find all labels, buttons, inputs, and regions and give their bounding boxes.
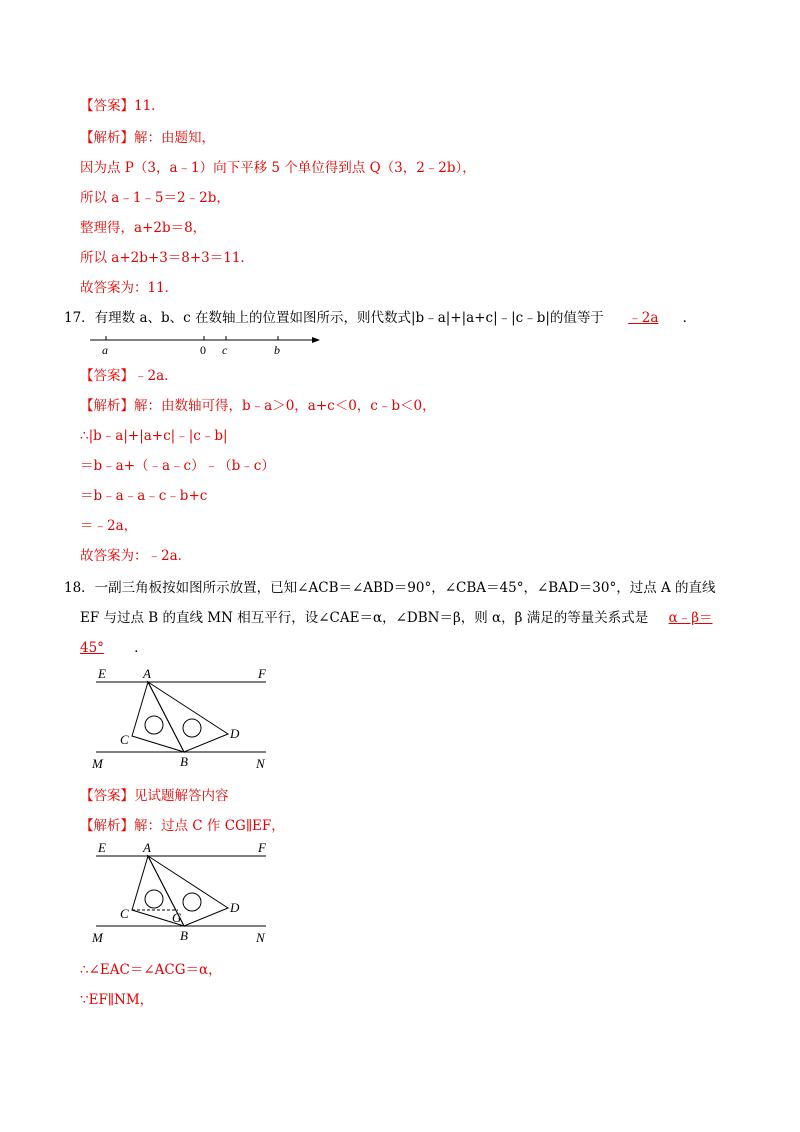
circle-left <box>145 716 163 734</box>
q16-step-4: 所以 a+2b+3＝8+3＝11． <box>80 250 254 266</box>
triangle-ABD <box>148 682 228 752</box>
fig1-label-C: C <box>120 732 129 747</box>
fig1-label-A: A <box>143 666 151 681</box>
label-c: c <box>222 343 228 357</box>
number-line-arrow <box>312 337 320 343</box>
q16-step-2: 所以 a﹣1﹣5＝2﹣2b， <box>80 190 230 206</box>
q16-step-1: 因为点 P（3，a﹣1）向下平移 5 个单位得到点 Q（3，2﹣2b）， <box>80 160 476 176</box>
q17-step-5: 故答案为：﹣2a． <box>80 548 192 564</box>
q17-suffix: ． <box>682 310 697 326</box>
q17-step-2: ＝b﹣a+（﹣a﹣c）﹣（b﹣c） <box>80 458 275 474</box>
q18-figure-2 <box>86 838 286 948</box>
fig2-label-E: E <box>98 840 106 855</box>
label-a: a <box>102 343 108 357</box>
fig1-label-B: B <box>180 754 188 769</box>
label-b: b <box>274 343 280 357</box>
fig2-label-A: A <box>143 840 151 855</box>
q17-stem-text: 17．有理数 a、b、c 在数轴上的位置如图所示，则代数式|b﹣a|+|a+c|﹣|c﹣b|的值等于 <box>64 310 604 326</box>
fig1-label-E: E <box>98 666 106 681</box>
q18-stem-text: EF 与过点 B 的直线 MN 相互平行，设∠CAE＝α，∠DBN＝β，则 α，β 满足的等量关系式是 <box>80 610 649 626</box>
fig1-label-M: M <box>92 756 103 771</box>
fig2-label-D: D <box>230 900 240 915</box>
label-0: 0 <box>200 343 206 357</box>
q16-step-5: 故答案为：11． <box>80 280 179 296</box>
q17-stem <box>64 308 696 328</box>
q17-step-3: ＝b﹣a﹣a﹣c﹣b+c <box>80 488 208 504</box>
fig2-label-F: F <box>258 840 266 855</box>
q16-analysis-head: 【解析】解：由题知， <box>80 130 215 146</box>
q17-analysis-head: 【解析】解：由数轴可得，b﹣a＞0，a+c＜0，c﹣b＜0， <box>80 398 436 414</box>
number-line-figure <box>88 334 328 360</box>
q17-blank: ﹣2a <box>628 310 659 326</box>
q17-step-1: ∴|b﹣a|+|a+c|﹣|c﹣b| <box>80 428 228 444</box>
circle-right-2 <box>183 893 201 911</box>
q18-blank-2: 45° <box>80 640 104 656</box>
fig2-label-B: B <box>180 928 188 943</box>
fig1-label-F: F <box>258 666 266 681</box>
circle-right <box>183 719 201 737</box>
q18-analysis-head: 【解析】解：过点 C 作 CG∥EF， <box>80 818 285 834</box>
q17-step-4: ＝﹣2a， <box>80 518 138 534</box>
q18-suffix: ． <box>134 640 148 656</box>
q16-step-3: 整理得，a+2b＝8， <box>80 220 207 236</box>
fig2-label-G: G <box>172 910 182 925</box>
fig1-label-D: D <box>230 726 240 741</box>
circle-left-2 <box>145 890 163 908</box>
fig2-label-N: N <box>256 930 265 945</box>
q18-stem-line-2 <box>80 608 713 628</box>
q17-answer: 【答案】﹣2a． <box>80 368 178 384</box>
q16-answer: 【答案】11． <box>80 98 165 114</box>
fig2-label-C: C <box>120 906 129 921</box>
q18-answer: 【答案】见试题解答内容 <box>80 788 229 804</box>
fig2-label-M: M <box>92 930 103 945</box>
triangle-ABD-2 <box>148 856 228 926</box>
q18-figure-1 <box>86 664 286 774</box>
q18-step-1: ∴∠EAC＝∠ACG＝α， <box>80 962 222 978</box>
fig1-label-N: N <box>256 756 265 771</box>
q18-stem-line-3 <box>80 638 148 658</box>
q18-blank-1: α﹣β＝ <box>668 610 713 626</box>
q18-stem-line-1: 18．一副三角板按如图所示放置，已知∠ACB＝∠ABD＝90°，∠CBA＝45°，∠BAD＝30°，过点 A 的直线 <box>64 580 716 596</box>
q18-step-2: ∵EF∥NM， <box>80 992 154 1008</box>
